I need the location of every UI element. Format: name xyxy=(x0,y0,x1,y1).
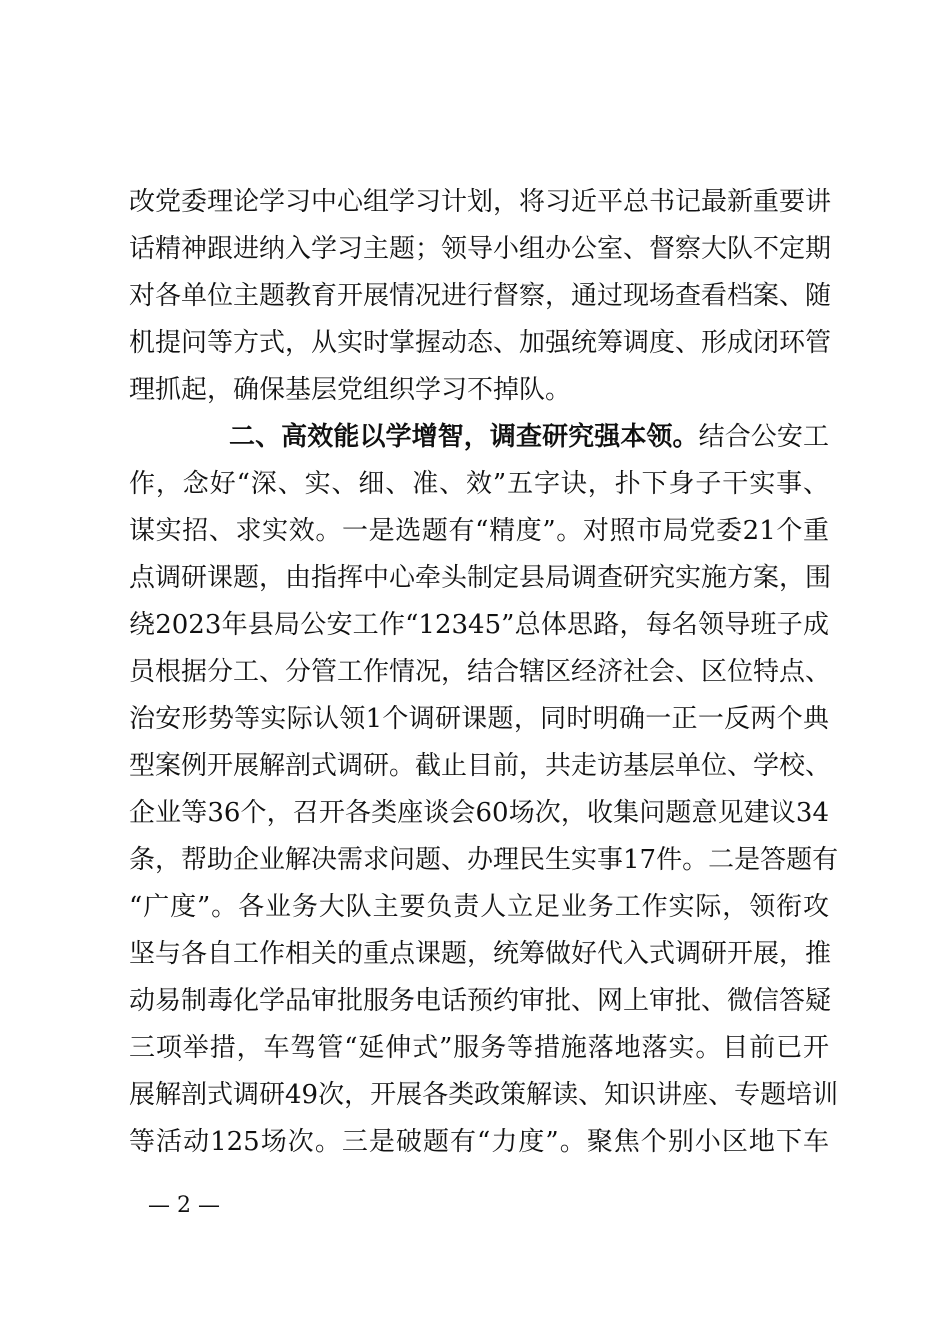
text-line: 坚与各自工作相关的重点课题，统筹做好代入式调研开展，推 xyxy=(129,939,832,969)
text-line: 理抓起，确保基层党组织学习不掉队。 xyxy=(129,375,572,405)
text-line: 条，帮助企业解决需求问题、办理民生实事17件。二是答题有 xyxy=(129,845,839,875)
text-line: 点调研课题，由指挥中心牵头制定县局调查研究实施方案，围 xyxy=(129,563,832,593)
text-line: “广度”。各业务大队主要负责人立足业务工作实际，领衔攻 xyxy=(129,892,829,922)
text-fragment: 结合公安工 xyxy=(698,422,829,452)
text-line: 展解剖式调研49次，开展各类政策解读、知识讲座、专题培训 xyxy=(129,1080,839,1110)
text-line: 动易制毒化学品审批服务电话预约审批、网上审批、微信答疑 xyxy=(129,986,832,1016)
text-line: 型案例开展解剖式调研。截止目前，共走访基层单位、学校、 xyxy=(129,751,832,781)
text-line: 等活动125场次。三是破题有“力度”。聚焦个别小区地下车 xyxy=(129,1127,829,1157)
text-line: 员根据分工、分管工作情况，结合辖区经济社会、区位特点、 xyxy=(129,657,832,687)
text-line: 三项举措，车驾管“延伸式”服务等措施落地落实。目前已开 xyxy=(129,1033,829,1063)
text-line: 谋实招、求实效。一是选题有“精度”。对照市局党委21个重 xyxy=(129,516,829,546)
text-line: 改党委理论学习中心组学习计划，将习近平总书记最新重要讲 xyxy=(129,187,832,217)
text-line: 企业等36个，召开各类座谈会60场次，收集问题意见建议34 xyxy=(129,798,829,828)
page-number: — 2 — xyxy=(148,1193,220,1218)
text-line: 治安形势等实际认领1个调研课题，同时明确一正一反两个典 xyxy=(129,704,829,734)
text-line: 话精神跟进纳入学习主题；领导小组办公室、督察大队不定期 xyxy=(129,234,832,264)
paragraph-2-first-line xyxy=(229,420,829,454)
text-line: 机提问等方式，从实时掌握动态、加强统筹调度、形成闭环管 xyxy=(129,328,832,358)
text-line: 绕2023年县局公安工作“12345”总体思路，每名领导班子成 xyxy=(129,610,829,640)
section-heading: 二、高效能以学增智，调查研究强本领。 xyxy=(229,422,699,452)
text-line: 对各单位主题教育开展情况进行督察，通过现场查看档案、随 xyxy=(129,281,832,311)
text-line: 作，念好“深、实、细、准、效”五字诀，扑下身子干实事、 xyxy=(129,469,829,499)
